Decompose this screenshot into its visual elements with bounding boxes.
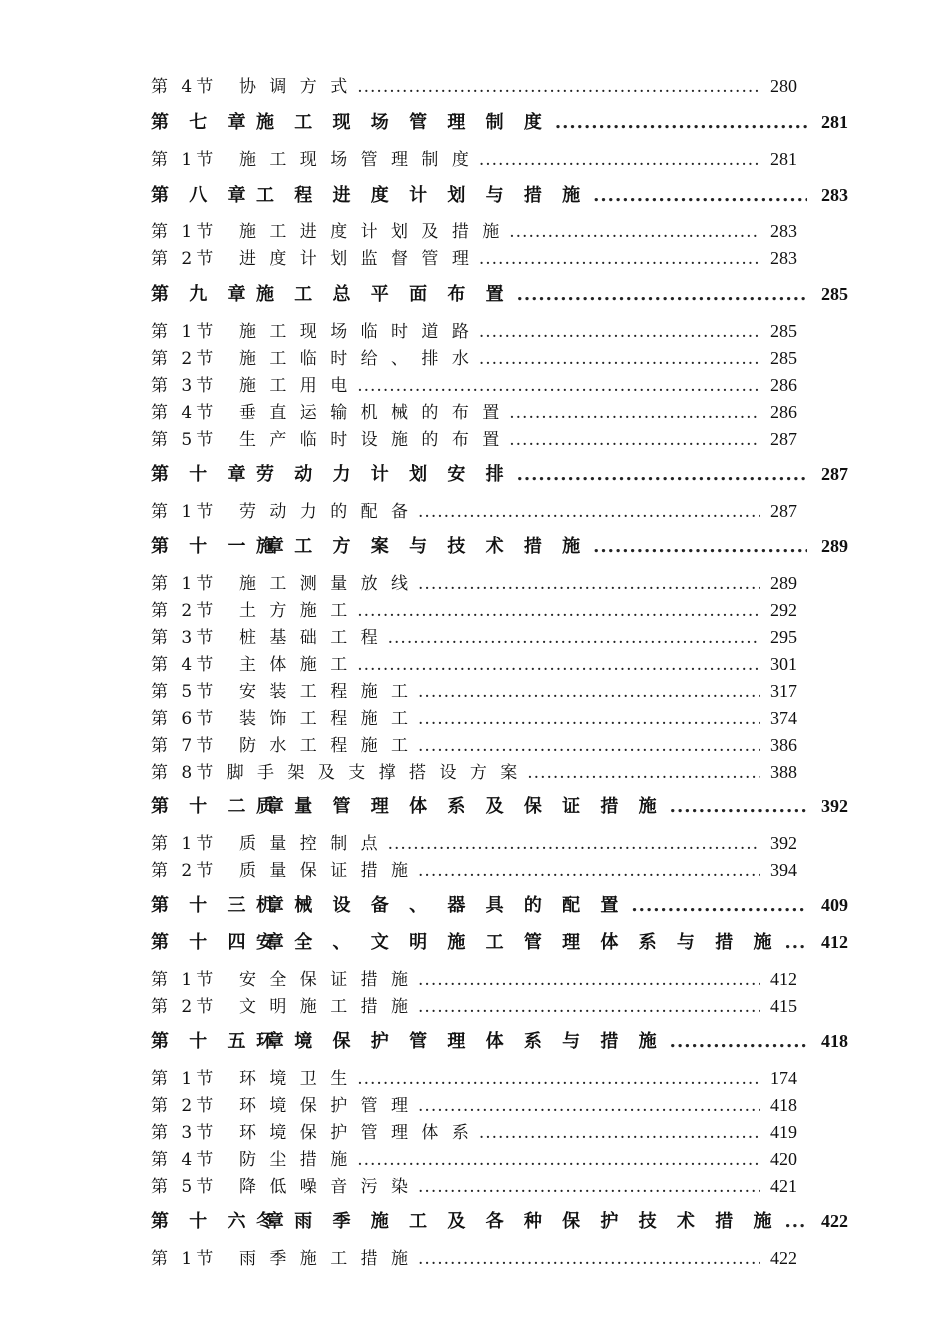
entry-title: 质 量 管 理 体 系 及 保 证 措 施 [256,796,664,817]
entry-title: 劳 动 力 的 配 备 [239,502,413,522]
dot-leader [509,403,760,423]
entry-title: 垂 直 运 输 机 械 的 布 置 [239,403,504,423]
entry-title: 施 工 现 场 临 时 道 路 [239,322,473,342]
section-number: 第 2节 [151,1096,218,1116]
section-number: 第 3节 [151,1123,218,1143]
dot-leader [418,970,760,990]
entry-title: 安 装 工 程 施 工 [239,682,413,702]
chapter-number: 第 十 五 章 [151,1031,291,1052]
entry-title: 环 境 保 护 管 理 体 系 [239,1123,473,1143]
toc-chapter-entry[interactable] [151,792,848,818]
dot-leader [418,861,760,881]
section-number: 第 5节 [151,430,218,450]
toc-chapter-entry[interactable] [151,108,848,134]
dot-leader [418,1177,760,1197]
chapter-number: 第 九 章 [151,284,253,305]
page-number: 289 [821,536,848,556]
section-number: 第 1节 [151,1069,218,1089]
page-number: 289 [770,573,797,593]
chapter-number: 第 十 三 章 [151,895,291,916]
entry-title: 施 工 现 场 管 理 制 度 [239,150,473,170]
page-number: 285 [770,348,797,368]
entry-title: 安 全 、 文 明 施 工 管 理 体 系 与 措 施 [256,932,779,953]
page-number: 174 [770,1068,797,1088]
page-number: 420 [770,1149,797,1169]
dot-leader [631,895,807,916]
dot-leader [418,736,760,756]
entry-title: 劳 动 力 计 划 安 排 [256,464,511,485]
dot-leader [479,349,760,369]
dot-leader [517,284,807,305]
toc-section-entry[interactable] [151,344,797,368]
section-number: 第 5节 [151,682,218,702]
dot-leader [784,932,807,953]
toc-section-entry[interactable] [151,244,797,268]
entry-title: 降 低 噪 音 污 染 [239,1177,413,1197]
dot-leader [527,763,760,783]
dot-leader [479,249,760,269]
page-number: 386 [770,735,797,755]
dot-leader [357,601,760,621]
entry-title: 主 体 施 工 [239,655,352,675]
entry-title: 雨 季 施 工 措 施 [239,1249,413,1269]
dot-leader [479,322,760,342]
dot-leader [418,682,760,702]
entry-title: 防 尘 措 施 [239,1150,352,1170]
section-number: 第 4节 [151,655,218,675]
toc-section-entry[interactable] [151,317,797,341]
toc-chapter-entry[interactable] [151,532,848,558]
dot-leader [357,77,760,97]
page-number: 281 [770,149,797,169]
section-number: 第 1节 [151,834,218,854]
page-number: 280 [770,76,797,96]
entry-title: 冬 雨 季 施 工 及 各 种 保 护 技 术 措 施 [256,1211,779,1232]
toc-chapter-entry[interactable] [151,280,848,306]
toc-chapter-entry[interactable] [151,460,848,486]
page-number: 285 [821,284,848,304]
section-number: 第 1节 [151,502,218,522]
dot-leader [784,1211,807,1232]
entry-title: 质 量 控 制 点 [239,834,382,854]
section-number: 第 1节 [151,970,218,990]
page-number: 286 [770,402,797,422]
page-number: 418 [770,1095,797,1115]
section-number: 第 3节 [151,376,218,396]
page-number: 295 [770,627,797,647]
page-number: 421 [770,1176,797,1196]
section-number: 第 2节 [151,349,218,369]
dot-leader [517,464,807,485]
page-number: 283 [770,221,797,241]
page-number: 283 [770,248,797,268]
toc-section-entry[interactable] [151,145,797,169]
toc-chapter-entry[interactable] [151,1027,848,1053]
entry-title: 施 工 进 度 计 划 及 措 施 [239,222,504,242]
dot-leader [388,628,760,648]
chapter-number: 第 十 四 章 [151,932,291,953]
page-number: 409 [821,895,848,915]
page-number: 287 [821,464,848,484]
dot-leader [357,376,760,396]
dot-leader [479,150,760,170]
page-number: 287 [770,501,797,521]
toc-section-entry[interactable] [151,398,797,422]
entry-title: 施 工 方 案 与 技 术 措 施 [256,536,588,557]
page-number: 412 [821,932,848,952]
entry-title: 环 境 保 护 管 理 体 系 与 措 施 [256,1031,664,1052]
toc-chapter-entry[interactable] [151,1207,848,1233]
page-number: 394 [770,860,797,880]
chapter-number: 第 十 二 章 [151,796,291,817]
toc-section-entry[interactable] [151,704,797,728]
dot-leader [388,834,760,854]
toc-section-entry[interactable] [151,569,797,593]
page-number: 415 [770,996,797,1016]
section-number: 第 1节 [151,222,218,242]
dot-leader [509,430,760,450]
toc-section-entry[interactable] [151,856,797,880]
chapter-number: 第 十 一 章 [151,536,291,557]
section-number: 第 4节 [151,1150,218,1170]
section-number: 第 3节 [151,628,218,648]
dot-leader [418,574,760,594]
toc-chapter-entry[interactable] [151,181,848,207]
entry-title: 进 度 计 划 监 督 管 理 [239,249,473,269]
toc-section-entry[interactable] [151,829,797,853]
dot-leader [670,1031,807,1052]
toc-section-entry[interactable] [151,623,797,647]
page-number: 419 [770,1122,797,1142]
page-number: 418 [821,1031,848,1051]
section-number: 第 2节 [151,249,218,269]
entry-title: 施 工 总 平 面 布 置 [256,284,511,305]
toc-section-entry[interactable] [151,497,797,521]
entry-title: 质 量 保 证 措 施 [239,861,413,881]
dot-leader [418,502,760,522]
toc-section-entry[interactable] [151,1145,797,1169]
toc-section-entry[interactable] [151,1064,797,1088]
dot-leader [479,1123,760,1143]
entry-title: 土 方 施 工 [239,601,352,621]
toc-section-entry[interactable] [151,371,797,395]
entry-title: 环 境 卫 生 [239,1069,352,1089]
dot-leader [418,1096,760,1116]
page-number: 283 [821,185,848,205]
entry-title: 防 水 工 程 施 工 [239,736,413,756]
chapter-number: 第 七 章 [151,112,253,133]
section-number: 第 4节 [151,77,218,97]
page-number: 388 [770,762,797,782]
toc-section-entry[interactable] [151,217,797,241]
dot-leader [418,997,760,1017]
page-number: 374 [770,708,797,728]
page-number: 281 [821,112,848,132]
entry-title: 桩 基 础 工 程 [239,628,382,648]
entry-title: 机 械 设 备 、 器 具 的 配 置 [256,895,626,916]
entry-title: 施 工 测 量 放 线 [239,574,413,594]
chapter-number: 第 十 六 章 [151,1211,291,1232]
page-number: 301 [770,654,797,674]
toc-section-entry[interactable] [151,731,797,755]
section-number: 第 4节 [151,403,218,423]
page-number: 392 [821,796,848,816]
dot-leader [357,1069,760,1089]
chapter-number: 第 十 章 [151,464,253,485]
toc-section-entry[interactable] [151,425,797,449]
page-number: 287 [770,429,797,449]
dot-leader [555,112,807,133]
toc-section-entry[interactable] [151,992,797,1016]
dot-leader [509,222,760,242]
page-number: 317 [770,681,797,701]
toc-section-entry[interactable] [151,596,797,620]
toc-section-entry[interactable] [151,1091,797,1115]
toc-section-entry[interactable] [151,1172,797,1196]
section-number: 第 8节 脚 手 架 及 支 撑 搭 设 方 案 [151,763,522,783]
dot-leader [357,655,760,675]
chapter-number: 第 八 章 [151,185,253,206]
page-number: 412 [770,969,797,989]
dot-leader [357,1150,760,1170]
toc-section-entry[interactable] [151,72,797,96]
section-number: 第 1节 [151,150,218,170]
dot-leader [593,536,807,557]
entry-title: 环 境 保 护 管 理 [239,1096,413,1116]
dot-leader [670,796,807,817]
section-number: 第 1节 [151,1249,218,1269]
section-number: 第 7节 [151,736,218,756]
page-number: 422 [821,1211,848,1231]
page-number: 292 [770,600,797,620]
dot-leader [418,709,760,729]
page-number: 286 [770,375,797,395]
section-number: 第 6节 [151,709,218,729]
toc-section-entry[interactable] [151,677,797,701]
toc-section-entry[interactable] [151,1244,797,1268]
toc-chapter-entry[interactable] [151,928,848,954]
entry-title: 施 工 现 场 管 理 制 度 [256,112,549,133]
entry-title: 文 明 施 工 措 施 [239,997,413,1017]
toc-section-entry[interactable] [151,758,797,782]
entry-title: 装 饰 工 程 施 工 [239,709,413,729]
entry-title: 安 全 保 证 措 施 [239,970,413,990]
dot-leader [418,1249,760,1269]
section-number: 第 2节 [151,861,218,881]
section-number: 第 5节 [151,1177,218,1197]
entry-title: 施 工 用 电 [239,376,352,396]
page-number: 422 [770,1248,797,1268]
entry-title: 协 调 方 式 [239,77,352,97]
toc-section-entry[interactable] [151,1118,797,1142]
toc-chapter-entry[interactable] [151,891,848,917]
section-number: 第 1节 [151,322,218,342]
toc-section-entry[interactable] [151,650,797,674]
section-number: 第 2节 [151,601,218,621]
dot-leader [593,185,807,206]
toc-section-entry[interactable] [151,965,797,989]
entry-title: 施 工 临 时 给 、 排 水 [239,349,473,369]
section-number: 第 1节 [151,574,218,594]
section-number: 第 2节 [151,997,218,1017]
page-number: 285 [770,321,797,341]
page-number: 392 [770,833,797,853]
entry-title: 生 产 临 时 设 施 的 布 置 [239,430,504,450]
entry-title: 工 程 进 度 计 划 与 措 施 [256,185,588,206]
